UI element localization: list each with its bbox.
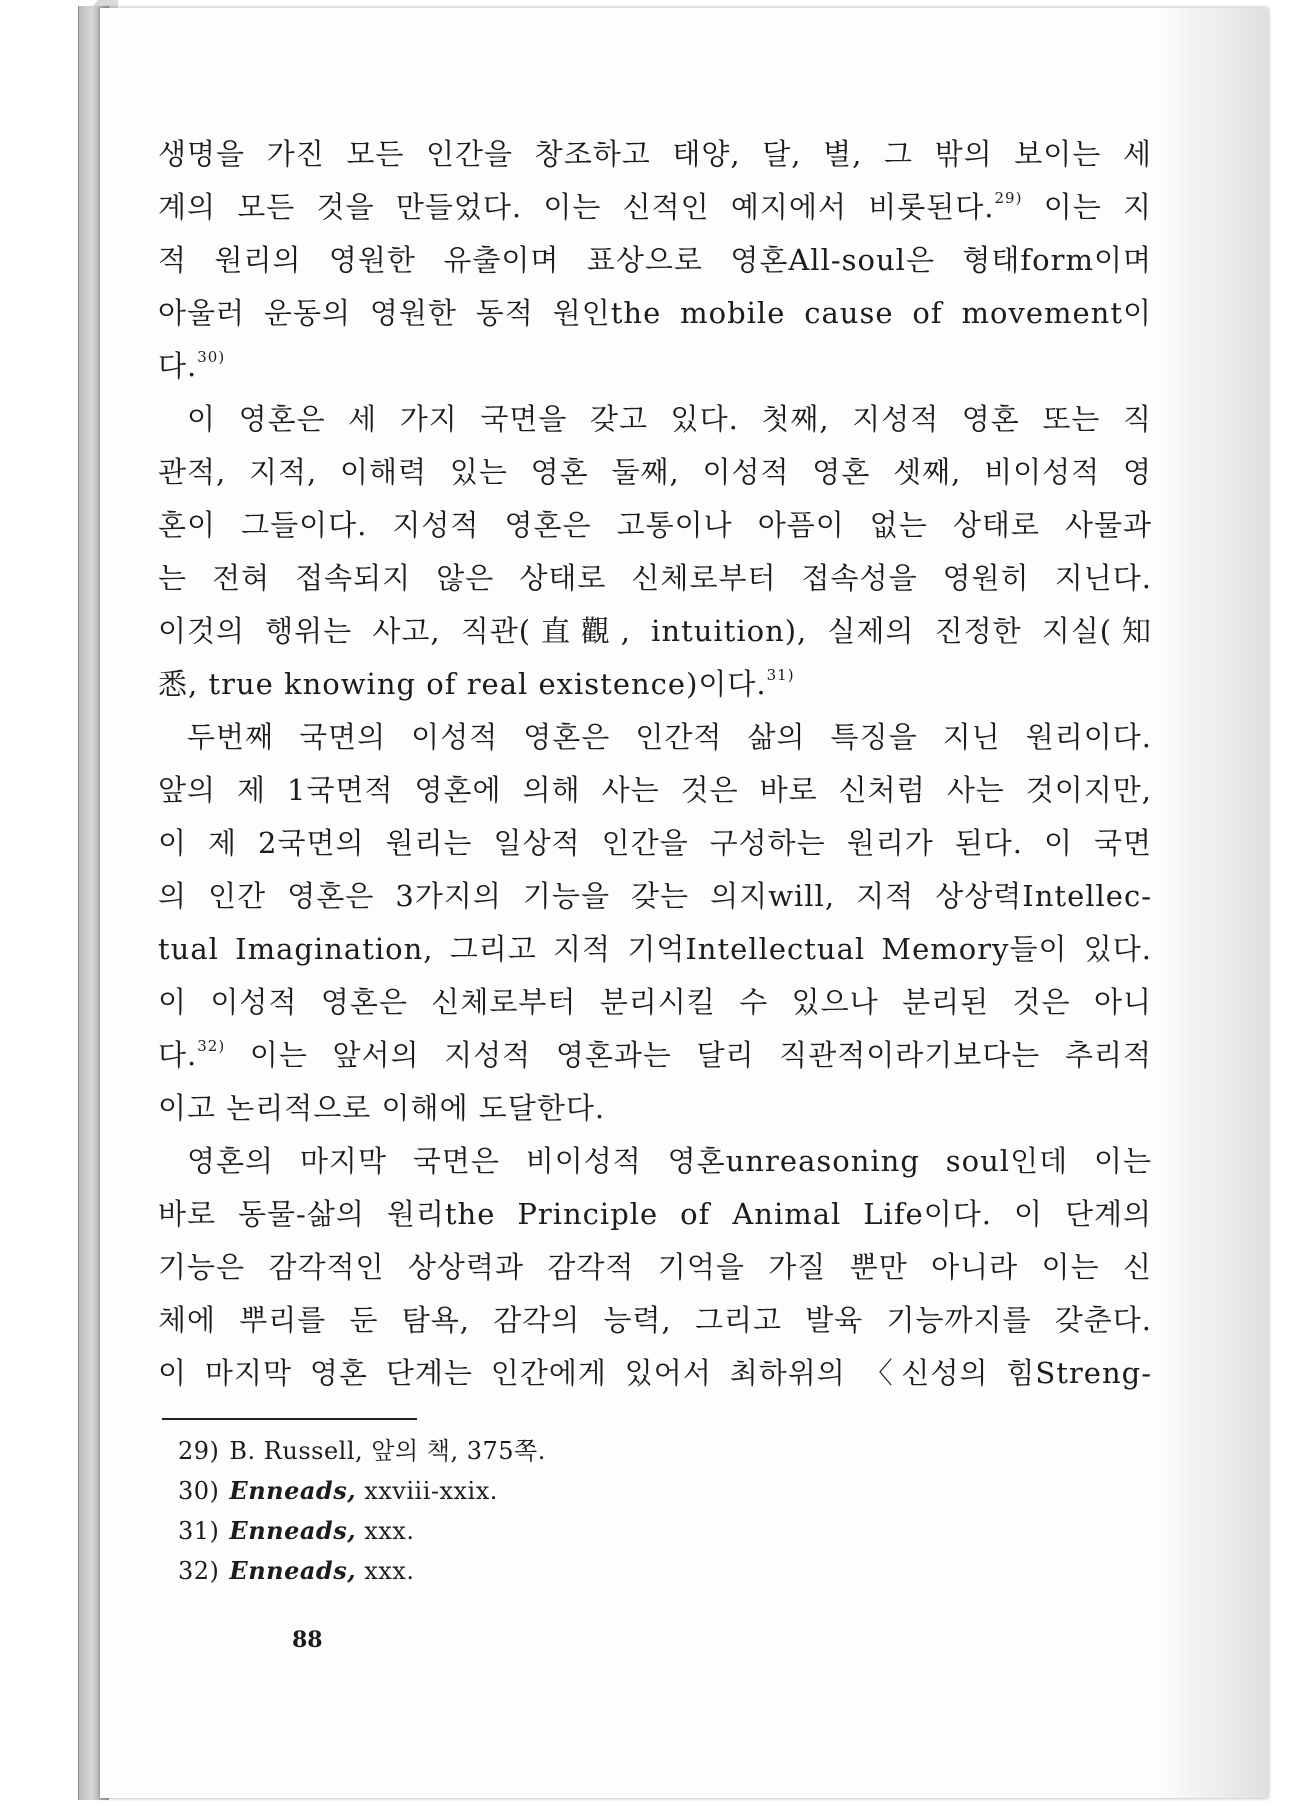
text-line: tual Imagination, 그리고 지적 기억Intellectual Memory들이 있다. bbox=[158, 932, 1152, 966]
footnote-29 bbox=[178, 1432, 1152, 1471]
footnotes bbox=[178, 1432, 1152, 1591]
text-line: 계의 모든 것을 만들었다. 이는 신적인 예지에서 비롯된다.$^{29)}$ 이는 지 bbox=[158, 189, 1152, 224]
paragraph-3 bbox=[158, 711, 1152, 1135]
footnote-text: xxx. bbox=[364, 1517, 415, 1545]
footnote-divider bbox=[162, 1418, 417, 1420]
text-line: 이 영혼은 세 가지 국면을 갖고 있다. 첫째, 지성적 영혼 또는 직 bbox=[187, 402, 1152, 436]
text-line: 이 제 2국면의 원리는 일상적 인간을 구성하는 원리가 된다. 이 국면 bbox=[158, 826, 1152, 860]
text-line: 앞의 제 1국면적 영혼에 의해 사는 것은 바로 신처럼 사는 것이지만, bbox=[158, 773, 1152, 807]
footnote-source: Enneads, bbox=[229, 1516, 357, 1545]
footnote-31 bbox=[178, 1511, 1152, 1551]
text-line: 이 마지막 영혼 단계는 인간에게 있어서 최하위의 〈신성의 힘Streng- bbox=[158, 1356, 1152, 1390]
footnote-text: xxx. bbox=[364, 1557, 415, 1585]
text-line: 기능은 감각적인 상상력과 감각적 기억을 가질 뿐만 아니라 이는 신 bbox=[158, 1250, 1152, 1284]
text-line: 적 원리의 영원한 유출이며 표상으로 영혼All-soul은 형태form이며 bbox=[158, 243, 1152, 277]
paragraph-1 bbox=[158, 128, 1152, 393]
page-number: 88 bbox=[292, 1627, 323, 1653]
text-line: 悉, true knowing of real existence)이다.$^{31)}$ bbox=[158, 666, 795, 701]
footnote-text: xxviii-xxix. bbox=[364, 1477, 498, 1505]
text-line: 생명을 가진 모든 인간을 창조하고 태양, 달, 별, 그 밖의 보이는 세 bbox=[158, 137, 1152, 171]
footnote-ref-29: 29) bbox=[994, 189, 1023, 207]
paragraph-2 bbox=[158, 393, 1152, 711]
text-line: 는 전혀 접속되지 않은 상태로 신체로부터 접속성을 영원히 지닌다. bbox=[158, 561, 1152, 595]
footnote-number: 30) bbox=[178, 1477, 220, 1505]
text-line: 관적, 지적, 이해력 있는 영혼 둘째, 이성적 영혼 셋째, 비이성적 영 bbox=[158, 455, 1152, 489]
paragraph-4 bbox=[158, 1135, 1152, 1400]
text-line: 영혼의 마지막 국면은 비이성적 영혼unreasoning soul인데 이는 bbox=[187, 1144, 1152, 1178]
text-line: 이고 논리적으로 이해에 도달한다. bbox=[158, 1091, 606, 1125]
footnote-number: 31) bbox=[178, 1517, 220, 1545]
text-line: 다.$^{32)}$ 이는 앞서의 지성적 영혼과는 달리 직관적이라기보다는 추리적 bbox=[158, 1037, 1152, 1072]
text-line: 혼이 그들이다. 지성적 영혼은 고통이나 아픔이 없는 상태로 사물과 bbox=[158, 508, 1152, 542]
text-line: 이 이성적 영혼은 신체로부터 분리시킬 수 있으나 분리된 것은 아니 bbox=[158, 985, 1152, 1019]
footnote-source: Enneads, bbox=[229, 1556, 357, 1585]
footnote-ref-31: 31) bbox=[766, 666, 795, 684]
footnote-text: B. Russell, 앞의 책, 375쪽. bbox=[229, 1437, 546, 1465]
text-line: 두번째 국면의 이성적 영혼은 인간적 삶의 특징을 지닌 원리이다. bbox=[187, 720, 1152, 754]
text-line: 이것의 행위는 사고, 직관(直觀, intuition), 실제의 진정한 지실(知 bbox=[158, 614, 1152, 648]
footnote-30 bbox=[178, 1471, 1152, 1511]
text-line: 다.$^{30)}$ bbox=[158, 348, 226, 383]
page-content bbox=[158, 128, 1152, 1591]
page-shadow bbox=[1158, 8, 1268, 1798]
text-line: 체에 뿌리를 둔 탐욕, 감각의 능력, 그리고 발육 기능까지를 갖춘다. bbox=[158, 1303, 1152, 1337]
footnote-32 bbox=[178, 1551, 1152, 1591]
text-line: 의 인간 영혼은 3가지의 기능을 갖는 의지will, 지적 상상력Intellec- bbox=[158, 879, 1152, 913]
footnote-number: 29) bbox=[178, 1437, 220, 1465]
footnote-source: Enneads, bbox=[229, 1476, 357, 1505]
footnote-number: 32) bbox=[178, 1557, 220, 1585]
footnote-ref-32: 32) bbox=[197, 1037, 226, 1055]
footnote-ref-30: 30) bbox=[197, 348, 226, 366]
text-line: 바로 동물-삶의 원리the Principle of Animal Life이다. 이 단계의 bbox=[158, 1197, 1152, 1231]
text-line: 아울러 운동의 영원한 동적 원인the mobile cause of movement이 bbox=[158, 296, 1152, 330]
